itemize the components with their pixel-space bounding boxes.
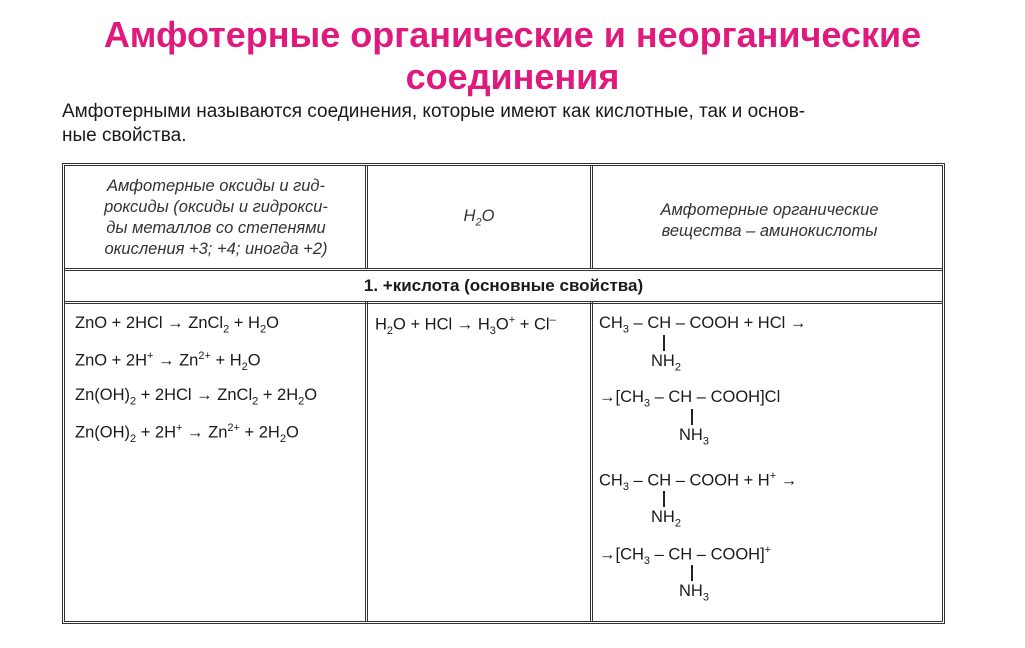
formula-line: $CH_3$ – CH – COOH + HCl → — [599, 314, 807, 336]
intro-line-2: ные свойства. — [62, 125, 187, 146]
table-divider — [365, 302, 368, 621]
intro-paragraph — [62, 100, 962, 148]
header-line: роксиды (оксиды и гидрокси- — [104, 198, 328, 216]
formula-line: $NH_2$ — [651, 508, 681, 530]
formula-line: $NH_3$ — [679, 582, 709, 604]
table-divider — [365, 166, 368, 269]
formula-line: $CH_3$ – CH – COOH + H+ → — [599, 470, 798, 493]
header-oxides — [71, 176, 361, 260]
formula-line: $\to[CH_3$ – CH – COOH]Cl — [599, 388, 781, 410]
column-amino-acid-reactions — [599, 314, 939, 624]
intro-line-1: Амфотерными называются соединения, которые имеют как кислотные, так и основ- — [62, 101, 806, 122]
equation: $Zn(OH)_2 + 2HCl$ → ZnCl$_2$ + $2H_2O$ — [75, 386, 318, 408]
table-divider — [590, 166, 593, 269]
equation: ZnO + 2HCl → ZnCl$_2$ + $H_2O$ — [75, 314, 279, 336]
section-title: 1. +кислота (основные свойства) — [363, 276, 644, 295]
header-line: окисления +3; +4; иногда +2) — [104, 240, 328, 258]
header-line: Амфотерные оксиды и гид- — [106, 177, 326, 195]
page-title — [0, 14, 1025, 98]
header-line: ды металлов со степенями — [106, 219, 326, 237]
formula-line: $\to[CH_3$ – CH – COOH]+ — [599, 544, 772, 567]
title-line-1: Амфотерные органические и неорганические — [103, 14, 922, 55]
bond-line — [663, 491, 665, 507]
bond-line — [691, 565, 693, 581]
formula-line: $NH_2$ — [651, 352, 681, 374]
equation: $H_2O$ + HCl → $H_3O^+ + Cl^-$ — [375, 314, 556, 337]
equation: $Zn(OH)_2 + 2H^+ \to Zn^{2+} + 2H_2O$ — [75, 422, 299, 445]
bond-line — [663, 335, 665, 351]
header-line: вещества – аминокислоты — [661, 222, 878, 240]
header-amino-acids — [597, 200, 942, 242]
header-text: H — [463, 207, 476, 225]
equation: ZnO + $2H^+ \to Zn^{2+} + H_2O$ — [75, 350, 261, 373]
subscript: 2 — [475, 216, 482, 229]
header-line: Амфотерные органические — [660, 201, 879, 219]
amphoteric-table — [62, 163, 945, 624]
bond-line — [691, 409, 693, 425]
title-line-2: соединения — [405, 56, 620, 97]
formula-line: $NH_3$ — [679, 426, 709, 448]
header-water — [371, 206, 587, 233]
table-divider — [590, 302, 593, 621]
header-text: O — [481, 207, 495, 225]
